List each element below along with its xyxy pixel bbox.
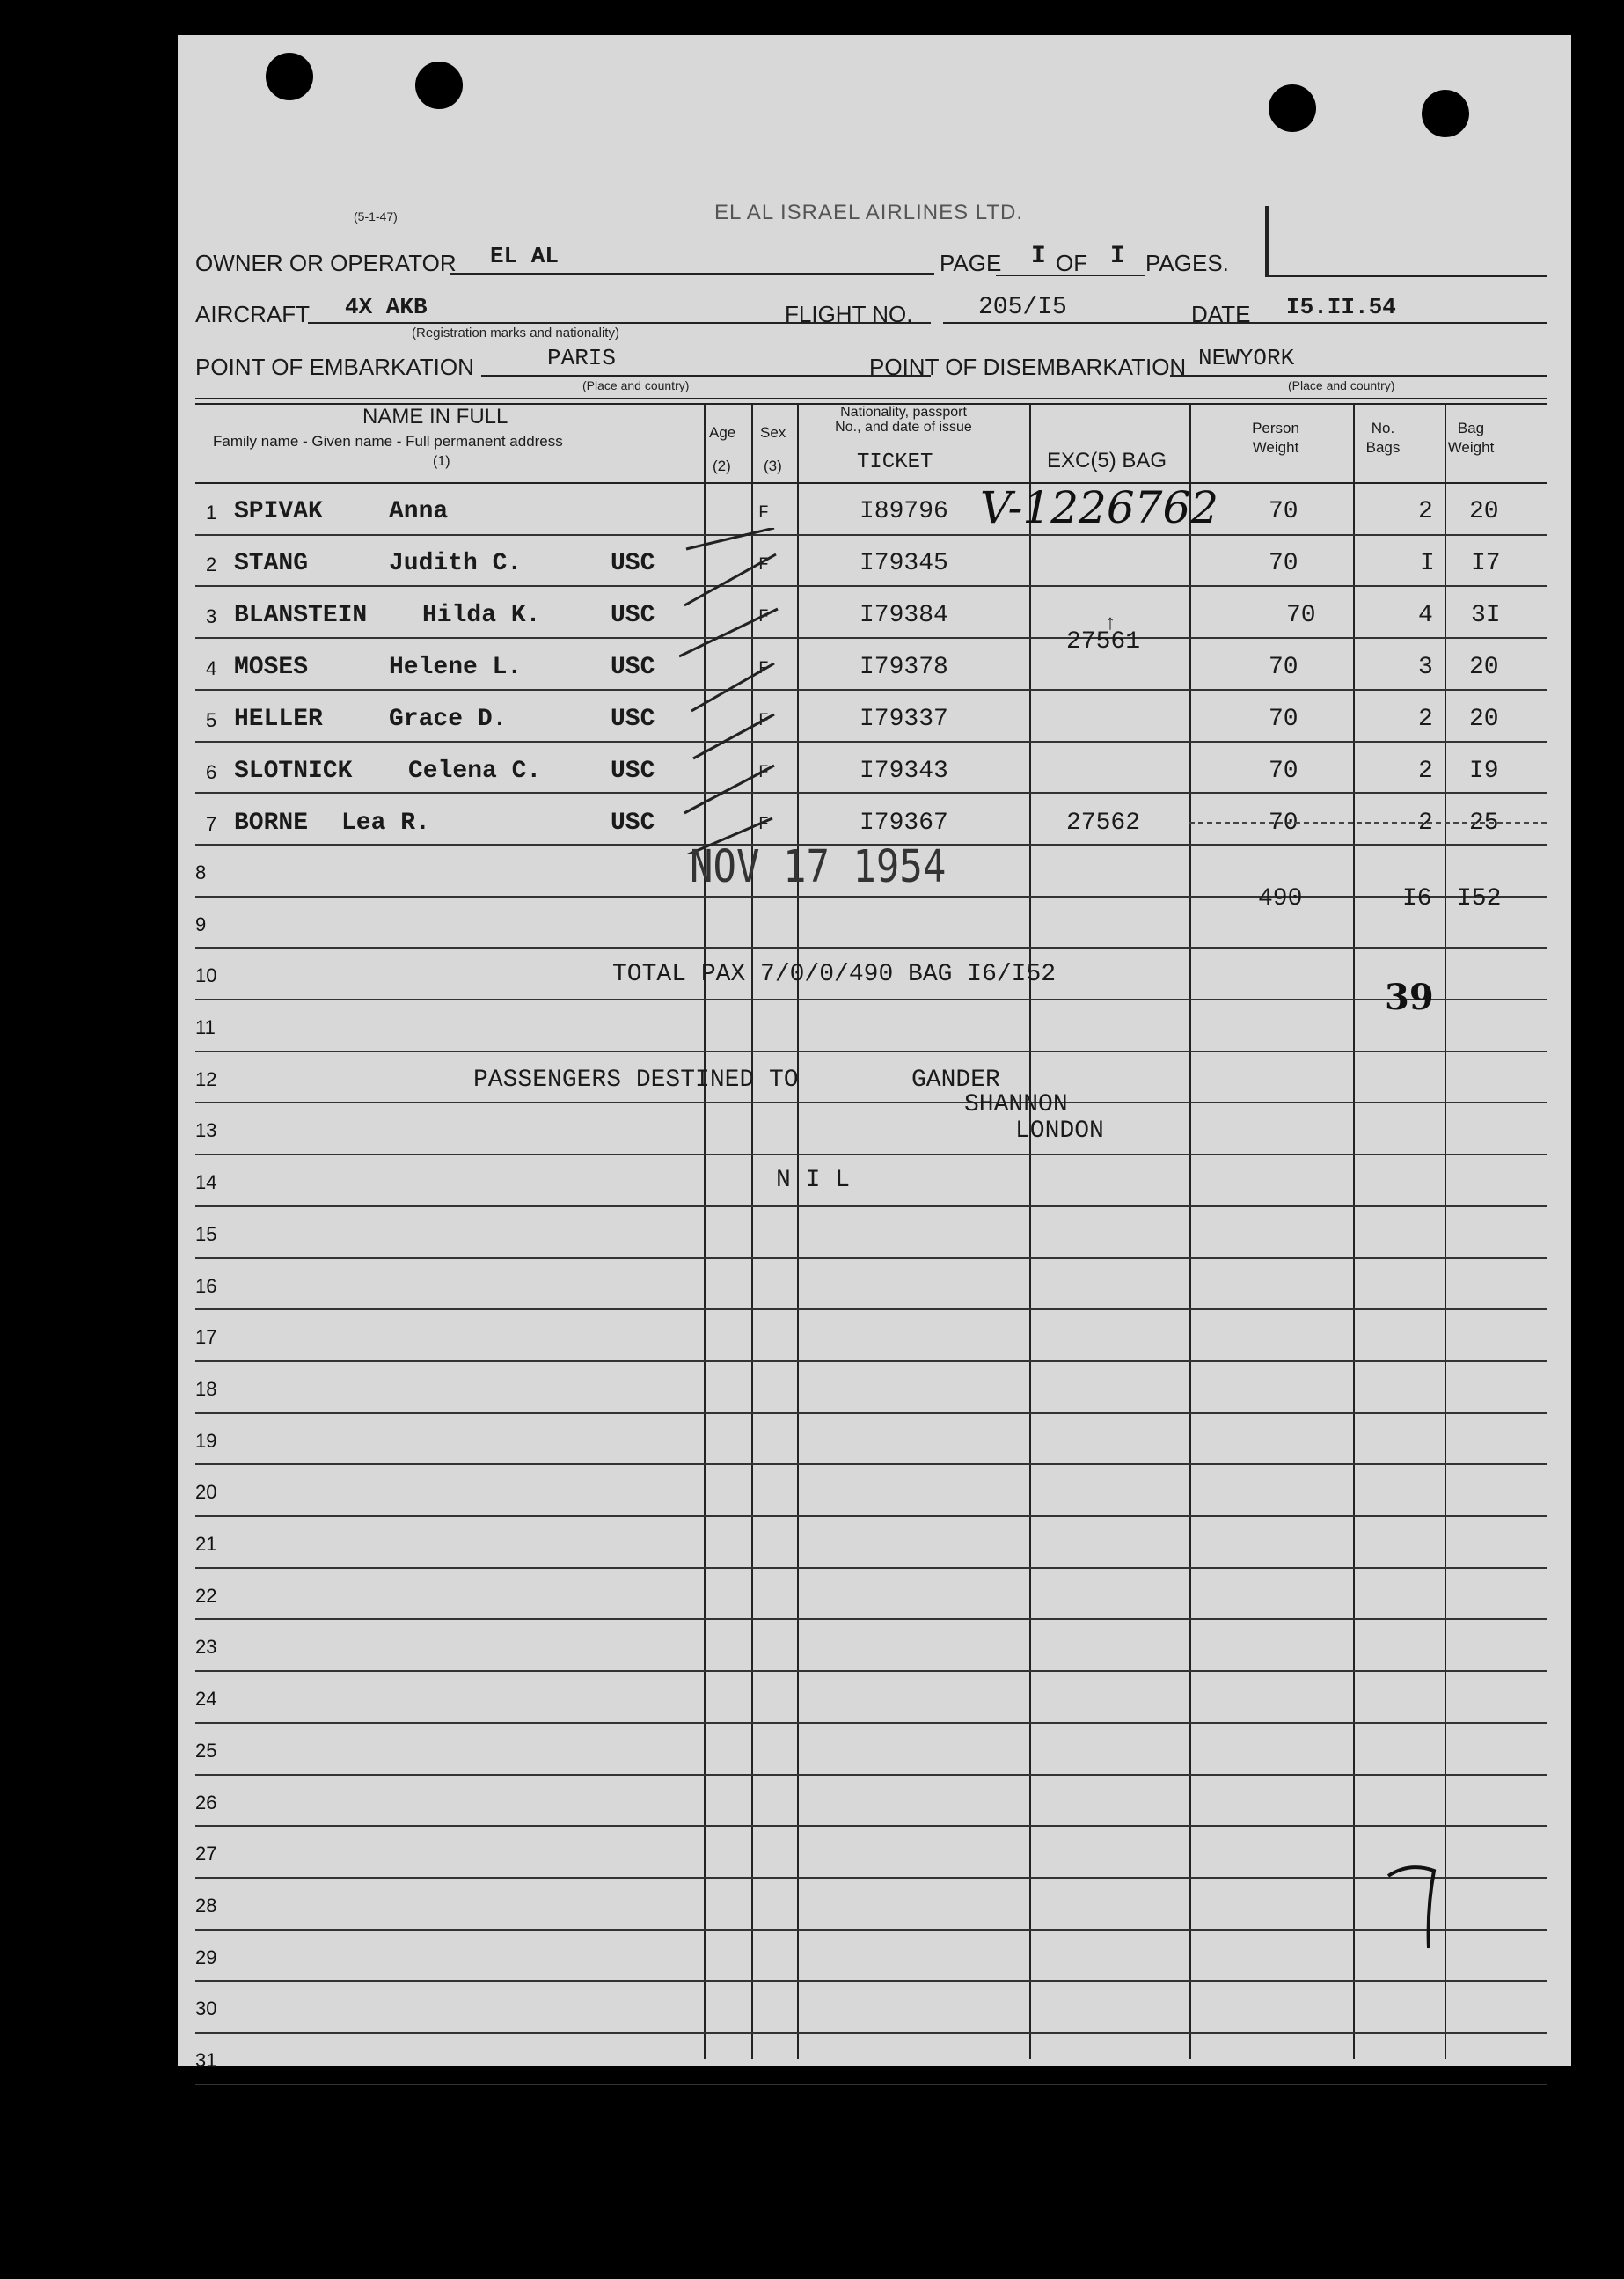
passenger-sex: F bbox=[758, 607, 770, 627]
col-divider bbox=[797, 405, 799, 2059]
header-box-border bbox=[1265, 206, 1269, 276]
page-label: PAGE bbox=[940, 250, 1002, 276]
passenger-sex: F bbox=[758, 503, 770, 524]
passenger-bags: I bbox=[1420, 550, 1435, 577]
row-number: 27 bbox=[195, 1843, 217, 1865]
date-value: I5.II.54 bbox=[1286, 294, 1396, 320]
row-number: 31 bbox=[195, 2049, 217, 2071]
row-rule bbox=[195, 999, 1547, 1000]
passenger-bags: 4 bbox=[1418, 602, 1433, 629]
header-box-border bbox=[1265, 275, 1547, 277]
owner-label: OWNER OR OPERATOR bbox=[195, 250, 457, 276]
disembark-value: NEWYORK bbox=[1198, 345, 1295, 371]
row-rule bbox=[195, 1929, 1547, 1931]
aircraft-note: (Registration marks and nationality) bbox=[412, 326, 619, 341]
row-number: 9 bbox=[195, 913, 207, 935]
passenger-weight: 70 bbox=[1269, 654, 1298, 681]
passenger-weight: 70 bbox=[1269, 498, 1298, 525]
passenger-bag-weight: I7 bbox=[1471, 550, 1501, 577]
passenger-given-name: Hilda K. bbox=[422, 602, 541, 629]
passenger-weight: 70 bbox=[1269, 810, 1298, 837]
total-bags: I6 bbox=[1402, 885, 1432, 912]
page-stamp-number: 39 bbox=[1385, 977, 1434, 1018]
row-number: 20 bbox=[195, 1481, 217, 1503]
row-number: 10 bbox=[195, 964, 217, 986]
passenger-weight: 70 bbox=[1269, 550, 1298, 577]
col-person-weight: Person Weight bbox=[1252, 420, 1299, 456]
col-age: Age bbox=[709, 424, 736, 441]
row-rule bbox=[195, 1154, 1547, 1155]
col-sex-num: (3) bbox=[764, 458, 782, 474]
col-sex: Sex bbox=[760, 424, 786, 441]
passenger-nationality: USC bbox=[611, 810, 655, 837]
row-rule bbox=[195, 1463, 1547, 1465]
row-number: 16 bbox=[195, 1275, 217, 1297]
row-rule bbox=[195, 1412, 1547, 1414]
aircraft-value: 4X AKB bbox=[345, 294, 428, 320]
page-value: I bbox=[1031, 243, 1046, 270]
row-number: 3 bbox=[206, 605, 217, 627]
passenger-nationality: USC bbox=[611, 550, 655, 577]
passenger-nationality: USC bbox=[611, 654, 655, 681]
row-number: 4 bbox=[206, 657, 217, 679]
disembark-label: POINT OF DISEMBARKATION bbox=[869, 354, 1187, 380]
row-rule bbox=[195, 1618, 1547, 1620]
form-code: (5-1-47) bbox=[354, 209, 398, 224]
row-rule bbox=[195, 534, 1547, 536]
pages-label: PAGES. bbox=[1145, 250, 1229, 276]
handwritten-ticket-note: V-1226762 bbox=[980, 482, 1219, 533]
col-ticket: TICKET bbox=[857, 451, 933, 474]
owner-value: EL AL bbox=[490, 243, 560, 269]
col-divider bbox=[1189, 405, 1191, 2059]
row-number: 1 bbox=[206, 502, 217, 524]
row-number: 13 bbox=[195, 1119, 217, 1141]
row-number: 26 bbox=[195, 1792, 217, 1814]
row-rule bbox=[195, 1877, 1547, 1879]
col-name-num: (1) bbox=[433, 454, 450, 469]
passenger-given-name: Celena C. bbox=[408, 758, 542, 785]
flight-value: 205/I5 bbox=[978, 294, 1067, 321]
passenger-family-name: BLANSTEIN bbox=[234, 602, 368, 629]
row-number: 29 bbox=[195, 1946, 217, 1968]
disembark-pre-line bbox=[765, 375, 853, 377]
row-number: 5 bbox=[206, 709, 217, 731]
arrow-up-icon: ↑ bbox=[1105, 611, 1116, 634]
disembark-note: (Place and country) bbox=[1288, 378, 1395, 392]
destination-shannon: SHANNON bbox=[964, 1091, 1068, 1118]
aircraft-label: AIRCRAFT bbox=[195, 301, 310, 327]
col-bag-weight: Bag Weight bbox=[1447, 420, 1495, 456]
passenger-ticket: I79384 bbox=[860, 602, 948, 629]
passenger-bags: 2 bbox=[1418, 758, 1433, 785]
passenger-weight: 70 bbox=[1269, 758, 1298, 785]
table-top-rule bbox=[765, 398, 1547, 399]
col-divider bbox=[1445, 405, 1446, 2059]
destined-text: PASSENGERS DESTINED TO bbox=[473, 1066, 799, 1094]
passenger-bags: 2 bbox=[1418, 810, 1433, 837]
col-name-sub: Family name - Given name - Full permanent address bbox=[213, 433, 563, 450]
row-number: 8 bbox=[195, 861, 207, 883]
row-rule bbox=[195, 1308, 1547, 1310]
passenger-sex: F bbox=[758, 555, 770, 575]
passenger-ticket: I89796 bbox=[860, 498, 948, 525]
col-exc-bag: EXC(5) BAG bbox=[1047, 449, 1167, 473]
col-divider bbox=[1029, 405, 1031, 2059]
col-no-bags: No. Bags bbox=[1365, 420, 1401, 456]
row-number: 14 bbox=[195, 1171, 217, 1193]
embark-note: (Place and country) bbox=[582, 378, 690, 392]
passenger-exc-bag: 27561 bbox=[1066, 628, 1141, 656]
passenger-sex: F bbox=[758, 711, 770, 731]
row-rule bbox=[195, 637, 1547, 639]
of-label: OF bbox=[1056, 250, 1088, 276]
row-rule bbox=[195, 1774, 1547, 1776]
passenger-family-name: STANG bbox=[234, 550, 309, 577]
passenger-bags: 2 bbox=[1418, 498, 1433, 525]
passenger-given-name: Grace D. bbox=[389, 706, 508, 733]
passenger-ticket: I79337 bbox=[860, 706, 948, 733]
passenger-bag-weight: 20 bbox=[1469, 706, 1499, 733]
row-number: 15 bbox=[195, 1223, 217, 1245]
row-number: 25 bbox=[195, 1740, 217, 1762]
row-rule bbox=[195, 1205, 1547, 1207]
passenger-given-name: Anna bbox=[389, 498, 449, 525]
passenger-exc-bag: 27562 bbox=[1066, 810, 1141, 837]
row-number: 11 bbox=[195, 1016, 216, 1038]
row-number: 6 bbox=[206, 761, 217, 783]
row-rule bbox=[195, 1567, 1547, 1569]
company-name: EL AL ISRAEL AIRLINES LTD. bbox=[714, 201, 1024, 224]
embark-value: PARIS bbox=[547, 345, 617, 371]
passenger-nationality: USC bbox=[611, 758, 655, 785]
total-dashed-rule bbox=[1189, 822, 1547, 824]
col-divider bbox=[1353, 405, 1355, 2059]
col-age-num: (2) bbox=[713, 458, 731, 474]
date-line bbox=[1256, 322, 1547, 324]
row-number: 17 bbox=[195, 1326, 217, 1348]
passenger-weight: 70 bbox=[1269, 706, 1298, 733]
row-number: 12 bbox=[195, 1068, 217, 1090]
manifest-sheet bbox=[178, 35, 1571, 2071]
passenger-weight: 70 bbox=[1286, 602, 1316, 629]
row-rule bbox=[195, 792, 1547, 794]
row-number: 18 bbox=[195, 1378, 217, 1400]
date-label: DATE bbox=[1191, 301, 1251, 327]
passenger-given-name: Lea R. bbox=[341, 810, 430, 837]
row-rule bbox=[195, 2032, 1547, 2034]
row-number: 28 bbox=[195, 1894, 217, 1916]
row-rule bbox=[195, 585, 1547, 587]
passenger-bag-weight: 20 bbox=[1469, 498, 1499, 525]
row-number: 30 bbox=[195, 1997, 217, 2019]
row-rule bbox=[195, 689, 1547, 691]
row-rule bbox=[195, 1722, 1547, 1724]
passenger-sex: F bbox=[758, 659, 770, 679]
passenger-ticket: I79343 bbox=[860, 758, 948, 785]
flight-label: FLIGHT NO. bbox=[785, 301, 913, 327]
row-number: 7 bbox=[206, 813, 217, 835]
total-person-weight: 490 bbox=[1258, 885, 1303, 912]
nil-text: N I L bbox=[776, 1167, 851, 1194]
handwritten-seven-mark bbox=[1383, 1857, 1453, 1953]
row-rule bbox=[195, 1102, 1547, 1103]
passenger-sex: F bbox=[758, 815, 770, 835]
page-line bbox=[765, 273, 934, 275]
embark-label: POINT OF EMBARKATION bbox=[195, 354, 474, 380]
row-rule bbox=[195, 1257, 1547, 1259]
passenger-bag-weight: 20 bbox=[1469, 654, 1499, 681]
col-nationality: Nationality, passport No., and date of issue bbox=[835, 405, 972, 435]
punch-hole bbox=[1269, 84, 1316, 132]
total-bag-weight: I52 bbox=[1457, 885, 1502, 912]
row-number: 23 bbox=[195, 1636, 217, 1658]
header-bottom-rule bbox=[195, 482, 1547, 484]
passenger-family-name: BORNE bbox=[234, 810, 309, 837]
passenger-family-name: SPIVAK bbox=[234, 498, 323, 525]
punch-hole bbox=[1422, 90, 1469, 137]
age-column-ticks bbox=[679, 528, 785, 854]
passenger-family-name: SLOTNICK bbox=[234, 758, 353, 785]
row-rule bbox=[195, 896, 1547, 898]
row-rule bbox=[195, 1980, 1547, 1982]
row-rule bbox=[195, 1670, 1547, 1672]
passenger-ticket: I79345 bbox=[860, 550, 948, 577]
passenger-bag-weight: 3I bbox=[1471, 602, 1501, 629]
page-underline bbox=[996, 275, 1145, 276]
passenger-family-name: HELLER bbox=[234, 706, 323, 733]
destination-london: LONDON bbox=[1015, 1118, 1104, 1145]
row-number: 21 bbox=[195, 1533, 217, 1555]
embark-line bbox=[481, 375, 931, 377]
passenger-given-name: Judith C. bbox=[389, 550, 523, 577]
of-value: I bbox=[1110, 243, 1125, 270]
col-name-title: NAME IN FULL bbox=[362, 405, 508, 429]
passenger-ticket: I79378 bbox=[860, 654, 948, 681]
row-number: 22 bbox=[195, 1585, 217, 1607]
row-rule bbox=[195, 1515, 1547, 1517]
row-number: 19 bbox=[195, 1430, 217, 1452]
row-rule bbox=[195, 947, 1547, 949]
passenger-nationality: USC bbox=[611, 602, 655, 629]
passenger-sex: F bbox=[758, 763, 770, 783]
passenger-family-name: MOSES bbox=[234, 654, 309, 681]
punch-hole bbox=[415, 62, 463, 109]
row-rule bbox=[195, 1051, 1547, 1052]
row-number: 24 bbox=[195, 1688, 217, 1710]
row-rule bbox=[195, 1825, 1547, 1827]
passenger-ticket: I79367 bbox=[860, 810, 948, 837]
total-pax-line: TOTAL PAX 7/0/0/490 BAG I6/I52 bbox=[612, 961, 1057, 988]
punch-hole bbox=[266, 53, 313, 100]
disembark-line bbox=[1170, 375, 1547, 377]
row-rule bbox=[195, 1360, 1547, 1362]
row-rule bbox=[195, 2084, 1547, 2085]
passenger-bags: 3 bbox=[1418, 654, 1433, 681]
received-date-stamp: NOV 17 1954 bbox=[690, 841, 947, 893]
passenger-bag-weight: I9 bbox=[1469, 758, 1499, 785]
passenger-bag-weight: 25 bbox=[1469, 810, 1499, 837]
row-number: 2 bbox=[206, 553, 217, 575]
passenger-given-name: Helene L. bbox=[389, 654, 523, 681]
passenger-nationality: USC bbox=[611, 706, 655, 733]
row-rule bbox=[195, 741, 1547, 743]
passenger-bags: 2 bbox=[1418, 706, 1433, 733]
destination-gander: GANDER bbox=[911, 1066, 1000, 1094]
